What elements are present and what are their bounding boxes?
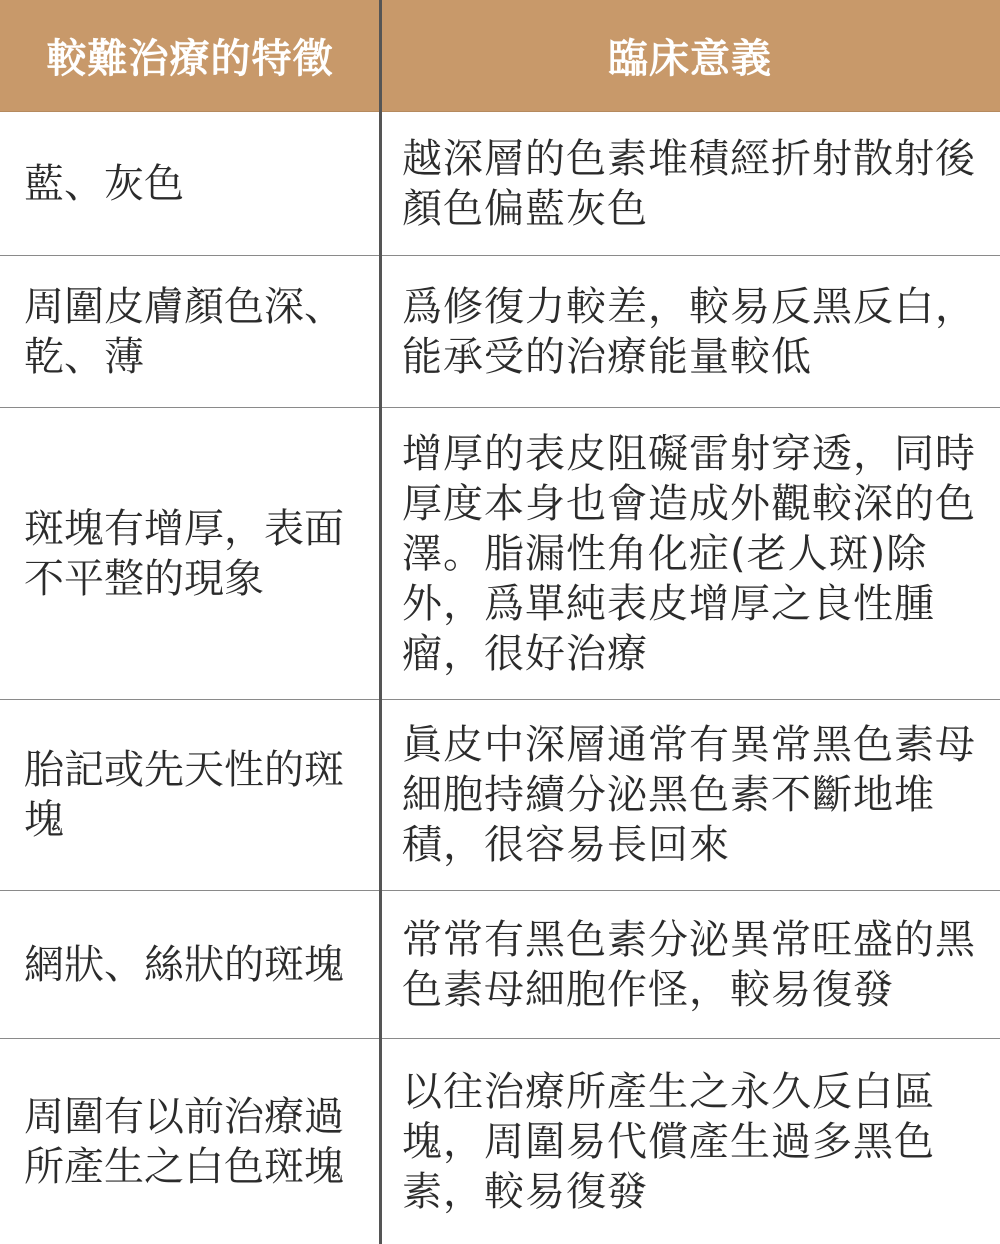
header-meaning: 臨床意義: [380, 0, 1000, 112]
row-1-feature: 藍、灰色: [0, 112, 380, 256]
row-5-meaning: 常常有黑色素分泌異常旺盛的黑色素母細胞作怪，較易復發: [380, 891, 1000, 1039]
row-4-meaning: 眞皮中深層通常有異常黑色素母細胞持續分泌黑色素不斷地堆積，很容易長回來: [380, 700, 1000, 891]
row-6-feature: 周圍有以前治療過所產生之白色斑塊: [24, 1093, 344, 1190]
row-2-feature: 周圍皮膚顏色深、乾、薄: [0, 256, 380, 408]
row-3-feature: 斑塊有增厚，表面不平整的現象: [0, 408, 380, 700]
row-5-feature: 網狀、絲狀的斑塊: [0, 891, 380, 1039]
header-feature: 較難治療的特徵: [0, 0, 380, 112]
row-2-meaning: 爲修復力較差，較易反黑反白，能承受的治療能量較低: [380, 256, 1000, 408]
row-4-feature: 胎記或先天性的斑塊: [0, 700, 380, 891]
column-divider: [379, 0, 382, 1244]
row-3-meaning: 增厚的表皮阻礙雷射穿透，同時厚度本身也會造成外觀較深的色澤。脂漏性角化症(老人斑)除外，爲單純表皮增厚之良性腫瘤，很好治療: [380, 408, 1000, 700]
row-1-meaning: 越深層的色素堆積經折射散射後顏色偏藍灰色: [380, 112, 1000, 256]
row-6-meaning: 以往治療所產生之永久反白區塊，周圍易代償產生過多黑色素，較易復發: [402, 1068, 935, 1215]
